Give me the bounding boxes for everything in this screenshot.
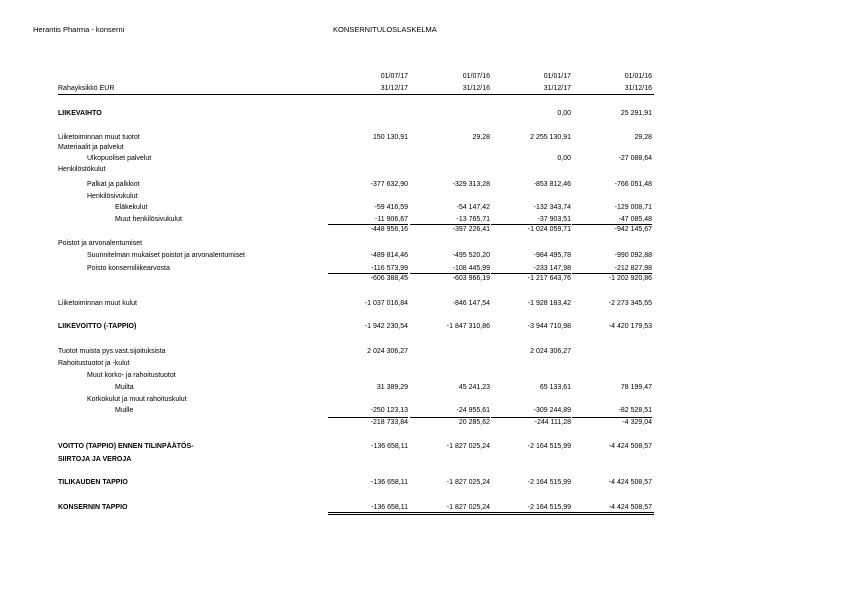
row-value: -1 827 025,24: [446, 504, 490, 511]
row-value: -1 024 059,71: [527, 226, 571, 233]
currency-label: Rahayksikkö EUR: [58, 85, 115, 92]
row-label: Palkat ja palkkiot: [87, 181, 140, 188]
row-value: -136 658,11: [371, 479, 408, 486]
subtotal-rule: [328, 224, 408, 225]
subtotal-rule: [572, 417, 652, 418]
row-label: LIIKEVOITTO (-TAPPIO): [58, 323, 137, 330]
row-value: -495 520,20: [452, 252, 490, 259]
row-value: -309 244,89: [533, 407, 571, 414]
row-label: Suunnitelman mukaiset poistot ja arvonalentumiset: [87, 252, 245, 259]
report-title: KONSERNITULOSLASKELMA: [333, 25, 437, 34]
column-header-to: 31/12/16: [624, 85, 652, 92]
statement-row: [0, 442, 842, 451]
column-header-from: 01/07/16: [462, 73, 490, 80]
statement-row: [0, 406, 842, 415]
row-value: -129 008,71: [614, 204, 652, 211]
row-label: SIIRTOJA JA VEROJA: [58, 456, 132, 463]
row-value: -4 424 508,57: [608, 504, 652, 511]
row-label: Ulkopuoliset palvelut: [87, 155, 152, 162]
row-value: -4 329,04: [622, 419, 652, 426]
column-header-to-row: [0, 84, 842, 93]
statement-row: [0, 395, 842, 404]
statement-row: [0, 133, 842, 142]
row-value: -846 147,54: [452, 300, 490, 307]
subtotal-rule: [572, 273, 652, 274]
column-header-to: 31/12/16: [462, 85, 490, 92]
statement-row: [0, 347, 842, 356]
row-value: -11 906,67: [375, 216, 408, 223]
row-value: -489 814,46: [370, 252, 408, 259]
row-value: -233 147,98: [533, 265, 571, 272]
statement-row: [0, 239, 842, 248]
statement-row: [0, 251, 842, 260]
statement-row: [0, 180, 842, 189]
row-label: TILIKAUDEN TAPPIO: [58, 479, 128, 486]
row-value: -397 226,41: [452, 226, 490, 233]
row-value: -13 765,71: [456, 216, 490, 223]
statement-row: [0, 478, 842, 487]
row-value: -984 495,78: [533, 252, 571, 259]
statement-row: [0, 299, 842, 308]
statement-row: [0, 203, 842, 212]
statement-row: [0, 503, 842, 512]
row-label: Poistot ja arvonalentumiset: [58, 240, 143, 247]
row-value: -250 123,13: [370, 407, 408, 414]
subtotal-rule: [491, 417, 571, 418]
row-value: -942 145,67: [614, 226, 652, 233]
row-value: -3 944 710,98: [527, 323, 571, 330]
row-label: Tuotot muista pys.vast.sijoituksista: [58, 348, 166, 355]
subtotal-row: [0, 225, 842, 234]
row-label: Materiaalit ja palvelut: [58, 144, 124, 151]
row-value: -766 051,48: [614, 181, 652, 188]
row-value: -27 088,64: [618, 155, 652, 162]
row-value: -603 966,19: [452, 275, 490, 282]
row-value: -212 827,98: [614, 265, 652, 272]
row-label: Poisto konserniliikearvosta: [87, 265, 170, 272]
row-label: Henkilösivukulut: [87, 193, 138, 200]
row-label: Muille: [115, 407, 134, 414]
row-value: 2 255 130,91: [530, 134, 571, 141]
statement-row: [0, 322, 842, 331]
row-label: VOITTO (TAPPIO) ENNEN TILINPÄÄTÖS-: [58, 443, 194, 450]
statement-row: [0, 455, 842, 464]
row-value: -116 573,99: [371, 265, 408, 272]
row-value: 150 130,91: [372, 134, 408, 141]
row-value: 45 241,23: [458, 384, 490, 391]
row-value: -1 827 025,24: [446, 479, 490, 486]
row-value: -2 164 515,99: [527, 479, 571, 486]
column-header-from: 01/01/17: [543, 73, 571, 80]
row-value: 29,28: [634, 134, 652, 141]
double-underline-rule: [328, 512, 654, 513]
row-label: Muut korko- ja rahoitustuotot: [87, 372, 176, 379]
company-name: Herantis Pharma - konserni: [33, 25, 125, 34]
statement-row: [0, 109, 842, 118]
row-label: Henkilöstökulut: [58, 166, 106, 173]
row-value: 2 024 306,27: [530, 348, 571, 355]
row-value: 2 024 306,27: [367, 348, 408, 355]
row-label: Korkokulut ja muut rahoituskulut: [87, 396, 187, 403]
row-value: -853 812,46: [533, 181, 571, 188]
row-value: -136 658,11: [371, 504, 408, 511]
statement-row: [0, 143, 842, 152]
row-value: -59 416,59: [374, 204, 408, 211]
row-value: 78 199,47: [620, 384, 652, 391]
row-value: -218 733,84: [370, 419, 408, 426]
subtotal-row: [0, 418, 842, 427]
row-label: Muut henkilösivukulut: [115, 216, 182, 223]
row-value: 29,28: [472, 134, 490, 141]
row-value: -1 202 920,86: [608, 275, 652, 282]
row-value: 25 291,91: [620, 110, 652, 117]
subtotal-rule: [410, 224, 490, 225]
row-value: -1 847 310,86: [446, 323, 490, 330]
subtotal-rule: [410, 417, 490, 418]
column-header-to: 31/12/17: [543, 85, 571, 92]
double-underline-rule: [328, 514, 654, 515]
row-label: LIIKEVAIHTO: [58, 110, 102, 117]
statement-row: [0, 215, 842, 224]
row-value: -54 147,42: [456, 204, 490, 211]
statement-row: [0, 165, 842, 174]
row-value: -136 658,11: [371, 443, 408, 450]
row-value: -1 037 016,84: [364, 300, 408, 307]
row-label: Eläkekulut: [115, 204, 148, 211]
row-value: 20 285,62: [458, 419, 490, 426]
row-value: -1 827 025,24: [446, 443, 490, 450]
row-label: Rahoitustuotot ja -kulut: [58, 360, 130, 367]
row-value: 0,00: [557, 155, 571, 162]
row-value: -2 273 345,55: [608, 300, 652, 307]
subtotal-rule: [328, 417, 408, 418]
statement-row: [0, 383, 842, 392]
row-label: Liiketoiminnan muut kulut: [58, 300, 137, 307]
row-value: -244 111,28: [534, 419, 571, 426]
row-label: KONSERNIN TAPPIO: [58, 504, 128, 511]
row-value: -82 528,51: [618, 407, 652, 414]
subtotal-rule: [572, 224, 652, 225]
row-value: -990 092,88: [614, 252, 652, 259]
row-value: -1 942 230,54: [364, 323, 408, 330]
subtotal-row: [0, 274, 842, 283]
column-header-from: 01/07/17: [380, 73, 408, 80]
row-value: -2 164 515,99: [527, 504, 571, 511]
row-value: -1 217 643,76: [527, 275, 571, 282]
row-value: -4 424 508,57: [608, 443, 652, 450]
subtotal-rule: [328, 273, 408, 274]
column-header-from: 01/01/16: [624, 73, 652, 80]
row-value: -4 424 508,57: [608, 479, 652, 486]
row-value: -1 928 183,42: [527, 300, 571, 307]
row-value: -377 632,90: [370, 181, 408, 188]
row-label: Muilta: [115, 384, 134, 391]
row-value: -606 388,45: [370, 275, 408, 282]
subtotal-rule: [491, 273, 571, 274]
column-header-to: 31/12/17: [380, 85, 408, 92]
row-value: -329 313,28: [452, 181, 490, 188]
row-value: -2 164 515,99: [527, 443, 571, 450]
statement-row: [0, 264, 842, 273]
column-header-from-row: [0, 72, 842, 81]
statement-row: [0, 359, 842, 368]
row-value: -47 085,48: [618, 216, 652, 223]
subtotal-rule: [491, 224, 571, 225]
row-value: -24 955,61: [456, 407, 490, 414]
statement-row: [0, 154, 842, 163]
row-value: 65 133,61: [539, 384, 571, 391]
row-value: 31 389,29: [376, 384, 408, 391]
row-label: Liiketoiminnan muut tuotot: [58, 134, 140, 141]
row-value: -108 445,99: [452, 265, 490, 272]
subtotal-rule: [410, 273, 490, 274]
header-rule: [58, 94, 654, 95]
statement-row: [0, 192, 842, 201]
row-value: -448 956,16: [370, 226, 408, 233]
row-value: -37 903,51: [537, 216, 571, 223]
row-value: -132 343,74: [533, 204, 571, 211]
row-value: -4 420 179,53: [608, 323, 652, 330]
statement-row: [0, 371, 842, 380]
row-value: 0,00: [557, 110, 571, 117]
